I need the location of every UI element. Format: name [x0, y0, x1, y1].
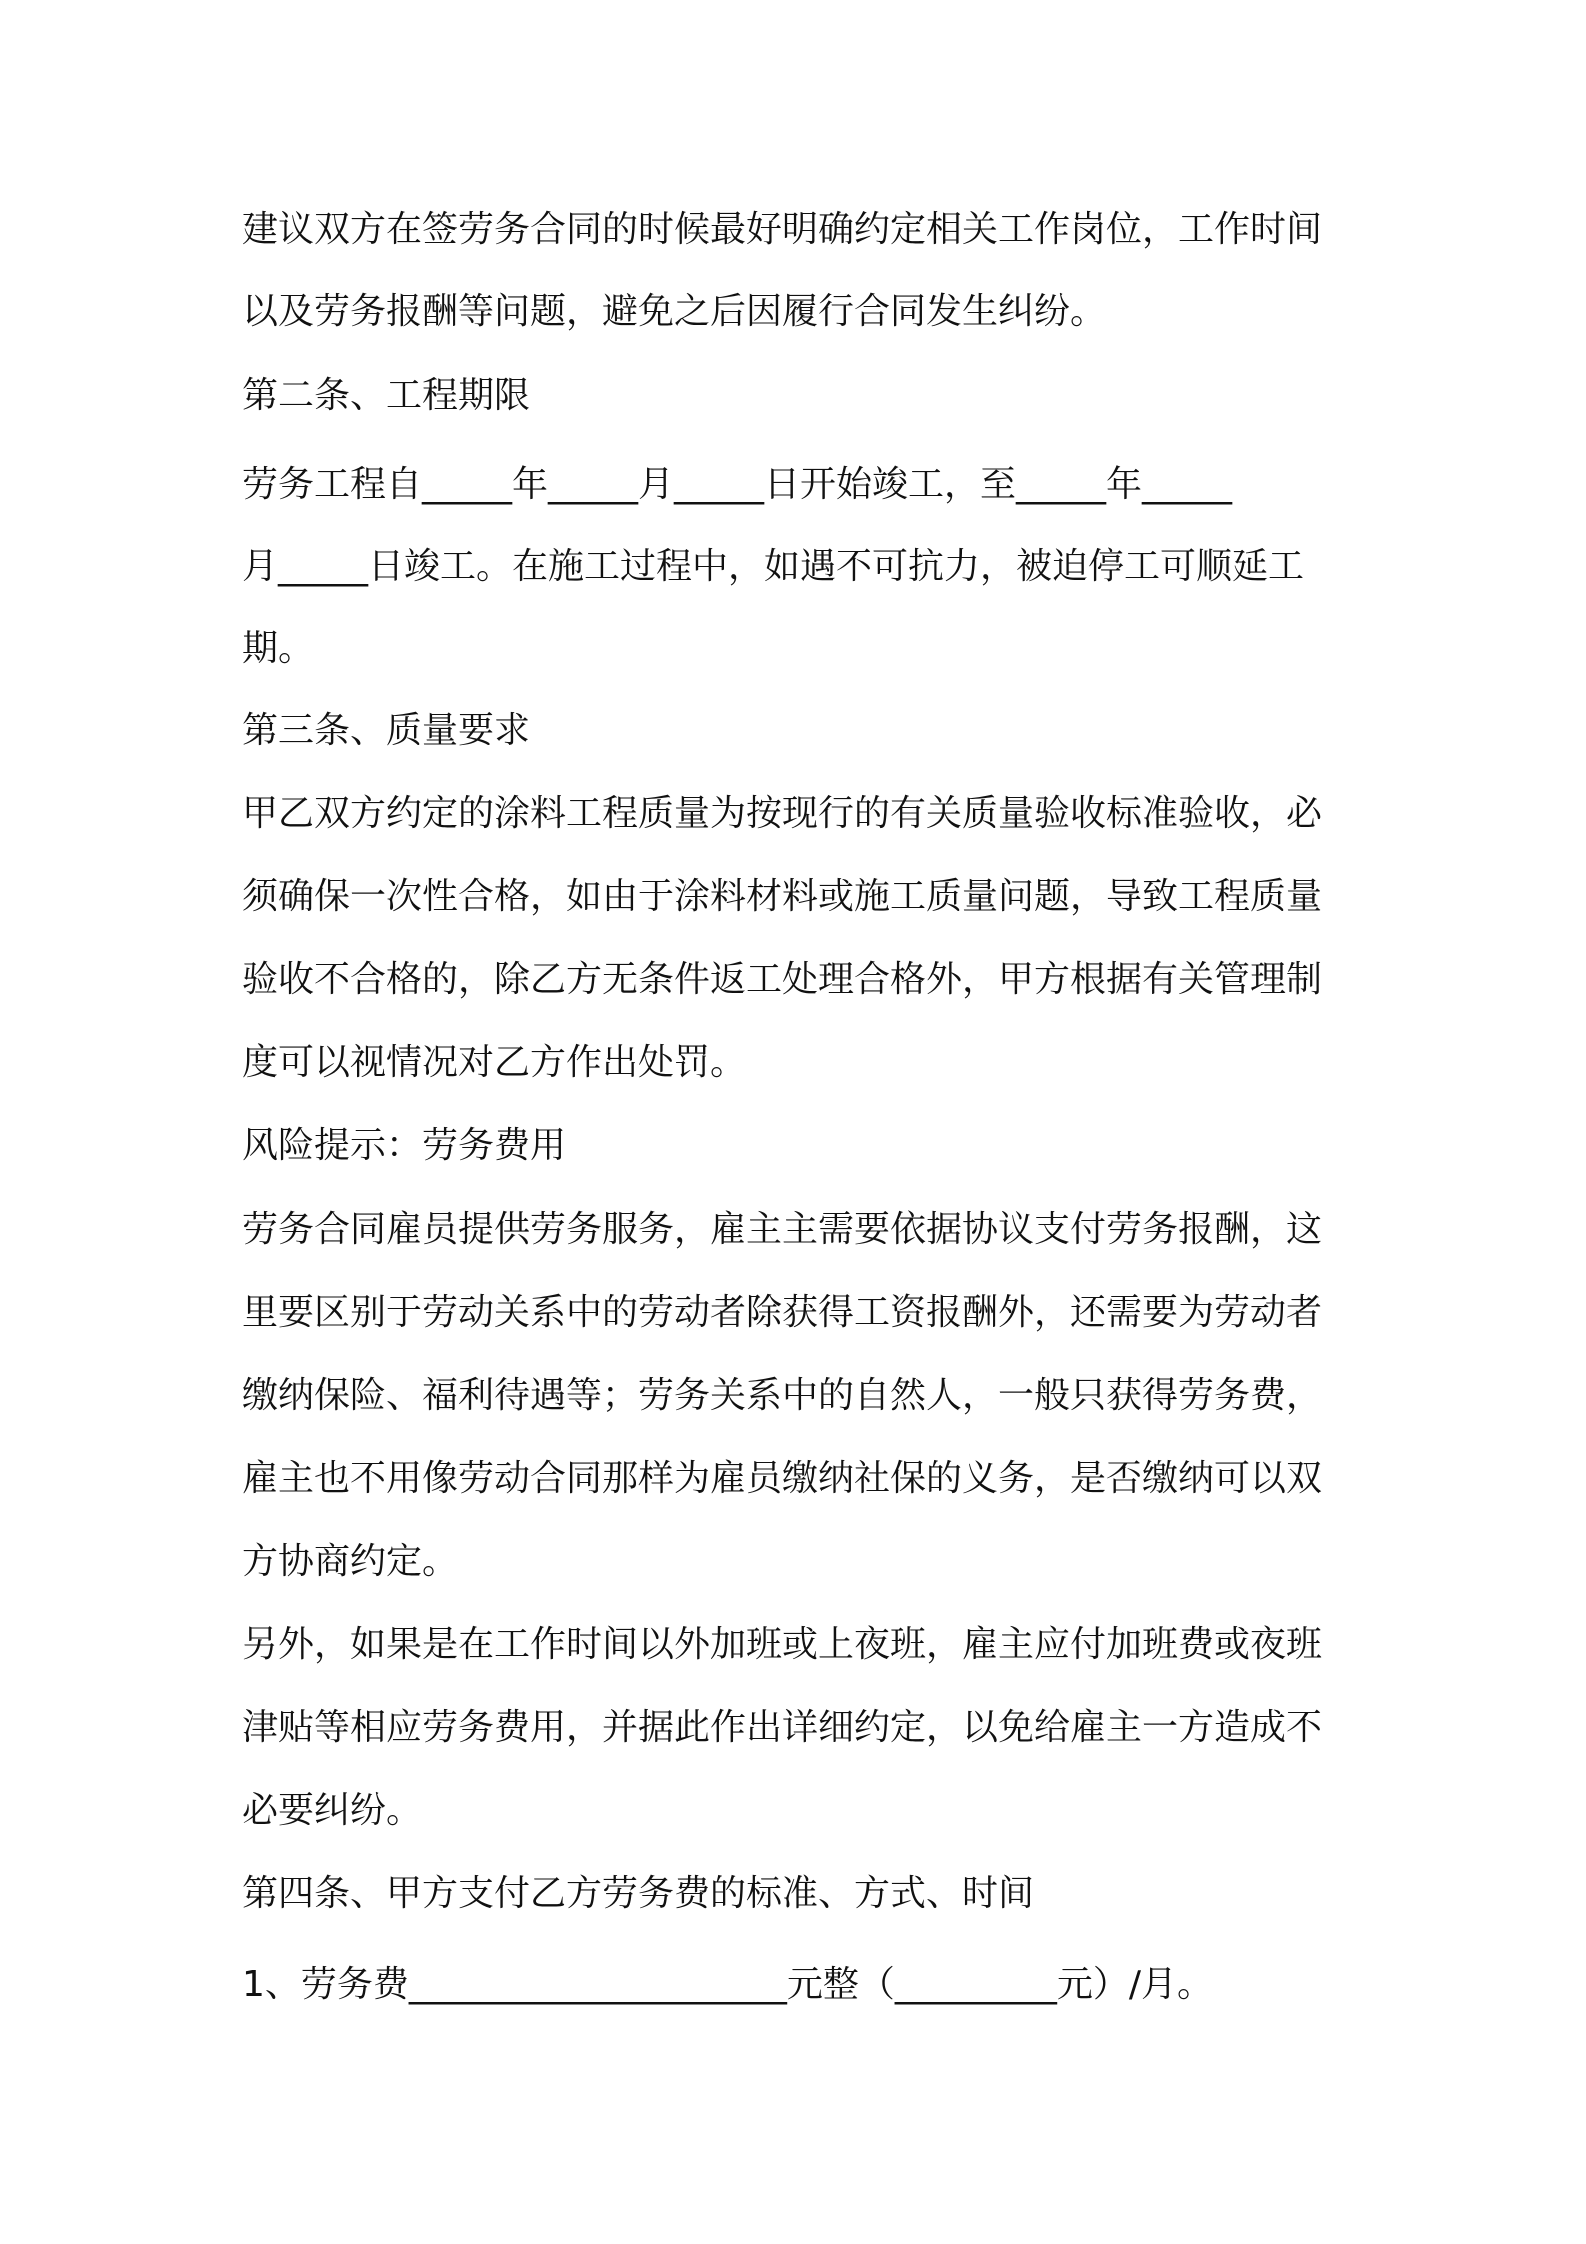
section-heading: 第二条、工程期限: [242, 375, 531, 416]
paragraph-line: 津贴等相应劳务费用，并据此作出详细约定，以免给雇主一方造成不: [242, 1707, 1323, 1748]
section-heading: 第三条、质量要求: [242, 710, 531, 751]
paragraph-line: 劳务合同雇员提供劳务服务，雇主主需要依据协议支付劳务报酬，这: [242, 1209, 1323, 1250]
section-heading: 风险提示：劳务费用: [242, 1125, 567, 1166]
paragraph-line: 甲乙双方约定的涂料工程质量为按现行的有关质量验收标准验收，必: [242, 793, 1323, 834]
paragraph-line: 必要纠纷。: [242, 1790, 423, 1831]
section-heading: 第四条、甲方支付乙方劳务费的标准、方式、时间: [242, 1873, 1035, 1914]
paragraph-line: 以及劳务报酬等问题，避免之后因履行合同发生纠纷。: [242, 291, 1107, 332]
paragraph-line: 度可以视情况对乙方作出处罚。: [242, 1042, 747, 1083]
paragraph-line: 缴纳保险、福利待遇等；劳务关系中的自然人，一般只获得劳务费，: [242, 1375, 1323, 1416]
paragraph-line: 验收不合格的，除乙方无条件返工处理合格外，甲方根据有关管理制: [242, 959, 1323, 1000]
paragraph-line: 劳务工程自_____年_____月_____日开始竣工，至_____年_____: [242, 464, 1233, 505]
paragraph-line: 期。: [242, 628, 315, 669]
paragraph-line: 里要区别于劳动关系中的劳动者除获得工资报酬外，还需要为劳动者: [242, 1292, 1323, 1333]
paragraph-line: 月_____日竣工。在施工过程中，如遇不可抗力，被迫停工可顺延工: [242, 546, 1305, 587]
paragraph-line: 雇主也不用像劳动合同那样为雇员缴纳社保的义务，是否缴纳可以双: [242, 1458, 1323, 1499]
paragraph-line: 1、劳务费_____________________元整（_________元）/月。: [242, 1964, 1214, 2005]
paragraph-line: 须确保一次性合格，如由于涂料材料或施工质量问题，导致工程质量: [242, 876, 1323, 917]
paragraph-line: 方协商约定。: [242, 1541, 459, 1582]
paragraph-line: 另外，如果是在工作时间以外加班或上夜班，雇主应付加班费或夜班: [242, 1624, 1323, 1665]
paragraph-line: 建议双方在签劳务合同的时候最好明确约定相关工作岗位，工作时间: [242, 209, 1323, 250]
